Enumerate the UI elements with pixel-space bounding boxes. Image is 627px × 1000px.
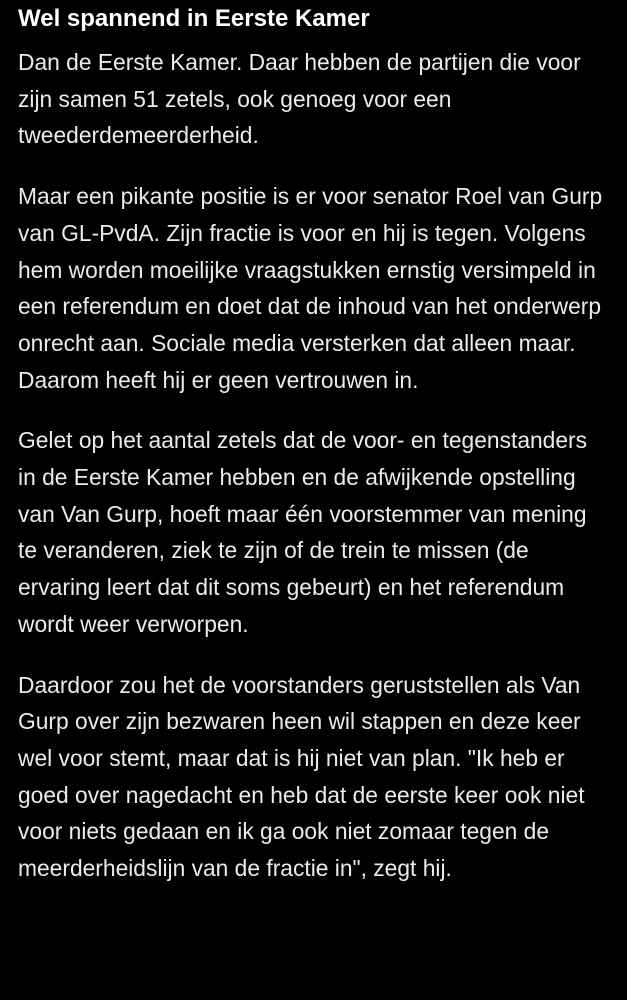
article-paragraph-1: Dan de Eerste Kamer. Daar hebben de partijen die voor zijn samen 51 zetels, ook genoeg voor een tweederdemeerderheid.: [18, 49, 581, 149]
article-paragraph-4: Daardoor zou het de voorstanders geruststellen als Van Gurp over zijn bezwaren heen wil stappen en deze keer wel voor stemt, maar dat is hij niet van plan. "Ik heb er goed over nagedacht en heb dat de eerste keer ook niet voor niets gedaan en ik ga ook niet zomaar tegen de meerderheidslijn van de fractie in", zegt hij.: [18, 671, 585, 882]
article-paragraph-2: Maar een pikante positie is er voor senator Roel van Gurp van GL-PvdA. Zijn fractie is voor en hij is tegen. Volgens hem worden moeilijke vraagstukken ernstig versimpeld in een referendum en doet dat de inhoud van het onderwerp onrecht aan. Sociale media versterken dat alleen maar. Daarom heeft hij er geen vertrouwen in.: [18, 183, 603, 393]
article-paragraph-3: Gelet op het aantal zetels dat de voor- en tegenstanders in de Eerste Kamer hebben en de afwijkende opstelling van Van Gurp, hoeft maar één voorstemmer van mening te veranderen, ziek te zijn of de trein te missen (de ervaring leert dat dit soms gebeurt) en het referendum wordt weer verworpen.: [18, 427, 588, 637]
section-heading: Wel spannend in Eerste Kamer: [18, 5, 370, 32]
